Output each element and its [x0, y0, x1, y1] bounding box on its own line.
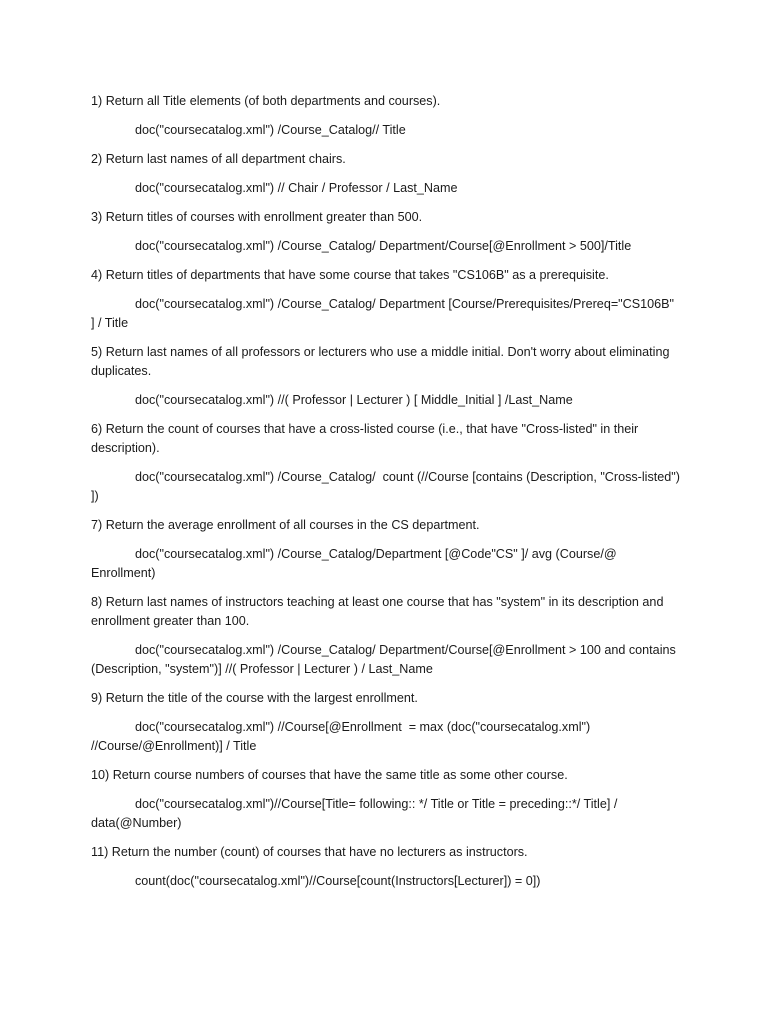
- question-7: 7) Return the average enrollment of all courses in the CS department.: [91, 518, 480, 532]
- answer-10: doc("coursecatalog.xml")//Course[Title= following:: */ Title or Title = preceding::*/ Title] / data(@Number): [91, 797, 621, 830]
- answer-7: doc("coursecatalog.xml") /Course_Catalog/Department [@Code"CS" ]/ avg (Course/@ Enrollment): [91, 547, 621, 580]
- answer-5: doc("coursecatalog.xml") //( Professor | Lecturer ) [ Middle_Initial ] /Last_Name: [135, 393, 573, 407]
- question-5: 5) Return last names of all professors or lecturers who use a middle initial. Don't worry about eliminating duplicates.: [91, 345, 670, 378]
- question-11: 11) Return the number (count) of courses that have no lecturers as instructors.: [91, 845, 528, 859]
- answer-1: doc("coursecatalog.xml") /Course_Catalog// Title: [135, 123, 406, 137]
- question-1: 1) Return all Title elements (of both departments and courses).: [91, 94, 441, 108]
- question-3: 3) Return titles of courses with enrollment greater than 500.: [91, 210, 423, 224]
- question-6: 6) Return the count of courses that have a cross-listed course (i.e., that have "Cross-listed" in their description).: [91, 422, 639, 455]
- answer-4: doc("coursecatalog.xml") /Course_Catalog/ Department [Course/Prerequisites/Prereq="CS106B" ] / Title: [91, 297, 678, 330]
- answer-9: doc("coursecatalog.xml") //Course[@Enrollment = max (doc("coursecatalog.xml") //Course/@Enrollment)] / Title: [91, 720, 594, 753]
- question-2: 2) Return last names of all department chairs.: [91, 152, 346, 166]
- answer-6: doc("coursecatalog.xml") /Course_Catalog/ count (//Course [contains (Description, "Cross-listed") ]): [91, 470, 684, 503]
- answer-8: doc("coursecatalog.xml") /Course_Catalog/ Department/Course[@Enrollment > 100 and contains (Description, "system")] //( Professor | Lecturer ) / Last_Name: [91, 643, 680, 676]
- answer-3: doc("coursecatalog.xml") /Course_Catalog/ Department/Course[@Enrollment > 500]/Title: [135, 239, 632, 253]
- question-9: 9) Return the title of the course with the largest enrollment.: [91, 691, 418, 705]
- question-4: 4) Return titles of departments that have some course that takes "CS106B" as a prerequisite.: [91, 268, 609, 282]
- answer-2: doc("coursecatalog.xml") // Chair / Professor / Last_Name: [135, 181, 458, 195]
- question-10: 10) Return course numbers of courses that have the same title as some other course.: [91, 768, 568, 782]
- question-8: 8) Return last names of instructors teaching at least one course that has "system" in its description and enrollment greater than 100.: [91, 595, 664, 628]
- answer-11: count(doc("coursecatalog.xml")//Course[count(Instructors[Lecturer]) = 0]): [135, 874, 541, 888]
- document-body: [91, 92, 684, 901]
